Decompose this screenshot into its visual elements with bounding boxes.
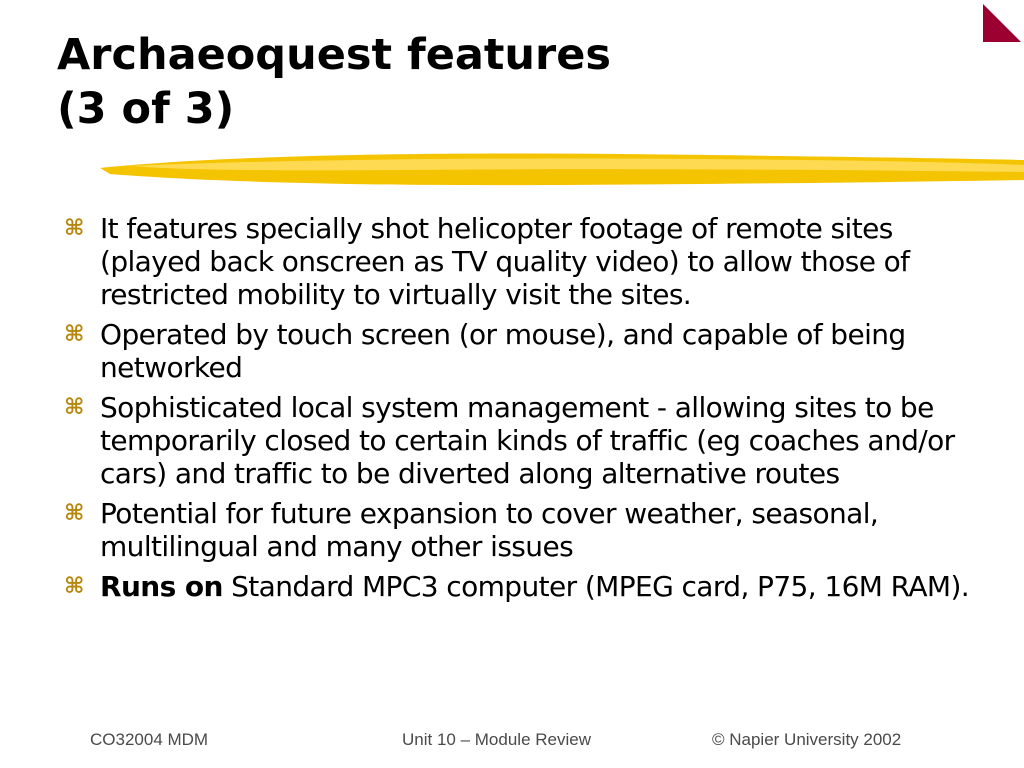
list-item	[62, 318, 982, 384]
command-bullet-icon: ⌘	[64, 501, 84, 526]
bullet-text: Sophisticated local system management - allowing sites to be temporarily closed to certain kinds of traffic (eg coaches and/or cars) and traffic to be diverted along alternative routes	[100, 391, 955, 490]
command-bullet-icon: ⌘	[64, 574, 84, 599]
command-bullet-icon: ⌘	[64, 216, 84, 241]
bullet-text: Potential for future expansion to cover weather, seasonal, multilingual and many other issues	[100, 497, 879, 563]
command-bullet-icon: ⌘	[64, 322, 84, 347]
bullet-text: Operated by touch screen (or mouse), and capable of being networked	[100, 318, 906, 384]
bullet-list	[62, 212, 982, 610]
footer-copyright: © Napier University 2002	[712, 730, 902, 749]
title-line-1: Archaeoquest features	[57, 30, 612, 80]
bullet-text: Standard MPC3 computer (MPEG card, P75, 16M RAM).	[222, 570, 970, 603]
list-item	[62, 391, 982, 490]
list-item	[62, 570, 982, 603]
highlighter-stroke	[100, 148, 1024, 190]
title-line-2: (3 of 3)	[57, 84, 235, 134]
list-item	[62, 212, 982, 311]
footer-unit-title: Unit 10 – Module Review	[402, 730, 591, 749]
bullet-text: It features specially shot helicopter footage of remote sites (played back onscreen as TV quality video) to allow those of restricted mobility to virtually visit the sites.	[100, 212, 910, 311]
command-bullet-icon: ⌘	[64, 395, 84, 420]
list-item	[62, 497, 982, 563]
page-title	[57, 28, 611, 136]
corner-triangle-icon	[983, 4, 1021, 42]
footer-course-code: CO32004 MDM	[90, 730, 209, 749]
bullet-lead: Runs on	[100, 570, 223, 603]
